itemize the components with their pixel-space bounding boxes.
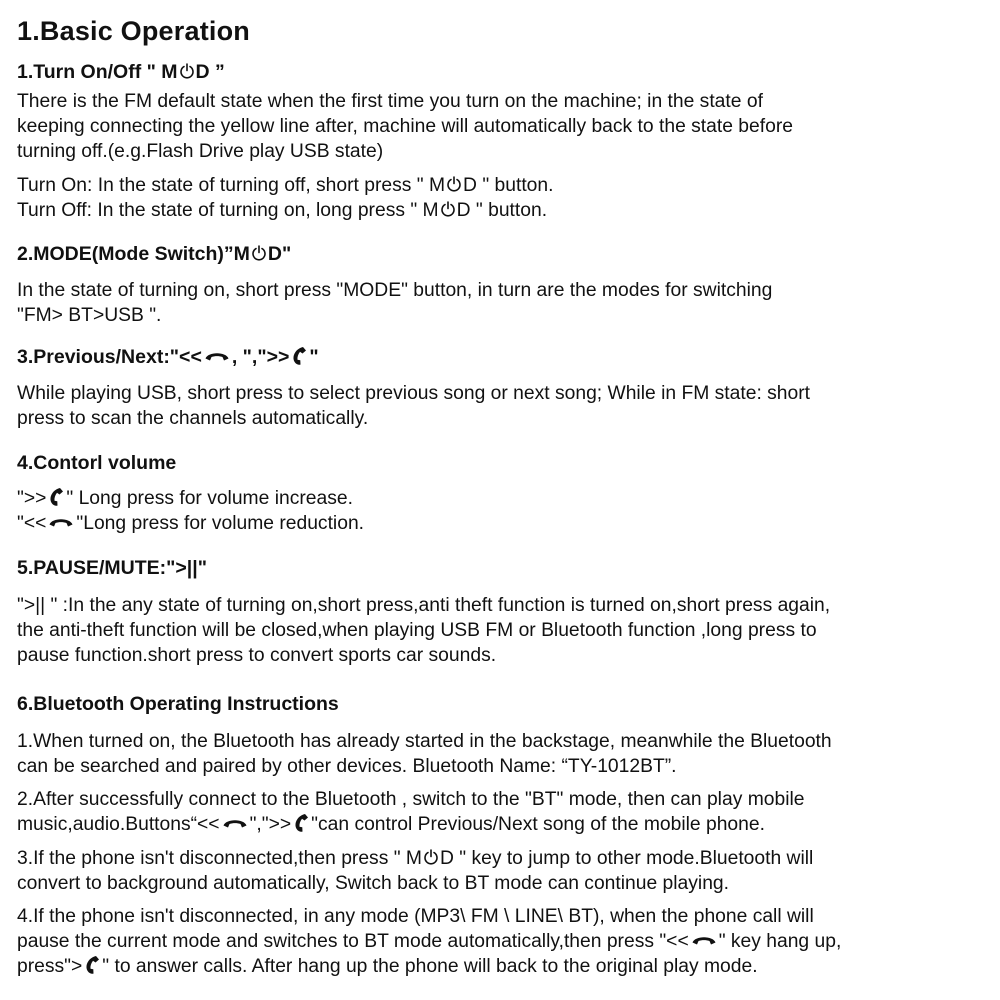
section-3-line: press to scan the channels automatically.: [17, 408, 369, 429]
turn-on-line: [17, 173, 553, 198]
section-3-heading-end: ": [309, 346, 319, 369]
bt-item-1-line: 1.When turned on, the Bluetooth has already started in the backstage, meanwhile the Bluetooth: [17, 731, 832, 752]
bt-item-4-line: [17, 929, 841, 954]
bt-item-4-line: [17, 954, 758, 979]
volume-up-text-end: " Long press for volume increase.: [66, 488, 353, 509]
bt-item-4-text-b-end: " to answer calls. After hang up the phone will back to the original play mode.: [102, 956, 758, 977]
phone-hang-up-icon: [222, 816, 248, 830]
turn-on-text-end: D " button.: [463, 175, 554, 196]
section-2-line: "FM> BT>USB ".: [17, 305, 162, 326]
section-2-heading-text: 2.MODE(Mode Switch)”M: [17, 243, 250, 265]
section-3-heading: [17, 346, 319, 370]
phone-hang-up-icon: [204, 349, 230, 363]
phone-hang-up-icon: [48, 515, 74, 529]
turn-off-text-end: D " button.: [456, 200, 548, 221]
bt-item-3-text-end: D " key to jump to other mode.Bluetooth will: [439, 848, 814, 869]
bt-item-4-line: 4.If the phone isn't disconnected, in any mode (MP3\ FM \ LINE\ BT), when the phone call will: [17, 906, 814, 927]
section-5-line: pause function.short press to convert sports car sounds.: [17, 645, 497, 666]
power-icon: [446, 176, 462, 192]
turn-off-line: [17, 198, 547, 223]
volume-down-line: [17, 511, 364, 536]
power-icon: [423, 849, 439, 865]
volume-up-line: [17, 486, 353, 511]
section-5-line: ">|| " :In the any state of turning on,short press,anti theft function is turned on,short press again,: [17, 595, 831, 616]
bt-item-2-line: 2.After successfully connect to the Bluetooth , switch to the "BT" mode, then can play mobile: [17, 789, 805, 810]
section-4-heading: 4.Contorl volume: [17, 452, 177, 474]
bt-item-2-text-end: "can control Previous/Next song of the mobile phone.: [311, 814, 765, 835]
volume-up-text: ">>: [17, 488, 47, 509]
phone-answer-icon: [293, 813, 309, 833]
section-5-line: the anti-theft function will be closed,when playing USB FM or Bluetooth function ,long press to: [17, 620, 817, 641]
bt-item-3-line: convert to background automatically, Switch back to BT mode can continue playing.: [17, 873, 730, 894]
section-1-heading: [17, 61, 225, 84]
section-3-heading-text: 3.Previous/Next:"<<: [17, 346, 202, 369]
bt-item-2-line: [17, 812, 765, 837]
section-3-line: While playing USB, short press to select previous song or next song; While in FM state: short: [17, 383, 811, 404]
bt-item-4-text: pause the current mode and switches to BT mode automatically,then press "<<: [17, 931, 689, 952]
turn-off-text: Turn Off: In the state of turning on, long press " M: [17, 200, 439, 221]
page-title: 1.Basic Operation: [17, 16, 250, 46]
section-1-para-line: There is the FM default state when the first time you turn on the machine; in the state of: [17, 91, 763, 112]
bt-item-3-text: 3.If the phone isn't disconnected,then press " M: [17, 848, 422, 869]
power-icon: [179, 63, 195, 79]
bt-item-2-text: music,audio.Buttons“<<: [17, 814, 220, 835]
volume-down-text: "<<: [17, 513, 47, 534]
section-1-para-line: turning off.(e.g.Flash Drive play USB state): [17, 141, 384, 162]
phone-hang-up-icon: [691, 933, 717, 947]
power-icon: [440, 201, 456, 217]
turn-on-text: Turn On: In the state of turning off, short press " M: [17, 175, 446, 196]
section-2-heading-text-end: D": [267, 243, 292, 265]
power-icon: [251, 245, 267, 261]
section-3-heading-mid: , ",">>: [231, 346, 290, 369]
phone-answer-icon: [291, 346, 307, 366]
bt-item-4-text-end: " key hang up,: [718, 931, 842, 952]
section-2-line: In the state of turning on, short press "MODE" button, in turn are the modes for switching: [17, 280, 773, 301]
bt-item-1-line: can be searched and paired by other devices. Bluetooth Name: “TY-1012BT”.: [17, 756, 677, 777]
bt-item-4-text-b: press">: [17, 956, 83, 977]
phone-answer-icon: [48, 487, 64, 507]
bt-item-3-line: [17, 846, 813, 871]
phone-answer-icon: [84, 955, 100, 975]
section-1-para-line: keeping connecting the yellow line after, machine will automatically back to the state before: [17, 116, 793, 137]
section-1-heading-text: 1.Turn On/Off " M: [17, 61, 178, 83]
section-2-heading: [17, 243, 291, 266]
section-6-heading: 6.Bluetooth Operating Instructions: [17, 693, 339, 715]
bt-item-2-text-mid: ",">>: [249, 814, 292, 835]
volume-down-text-end: "Long press for volume reduction.: [76, 513, 365, 534]
section-1-heading-text-end: D ”: [195, 61, 225, 83]
section-5-heading: 5.PAUSE/MUTE:">||": [17, 557, 207, 579]
